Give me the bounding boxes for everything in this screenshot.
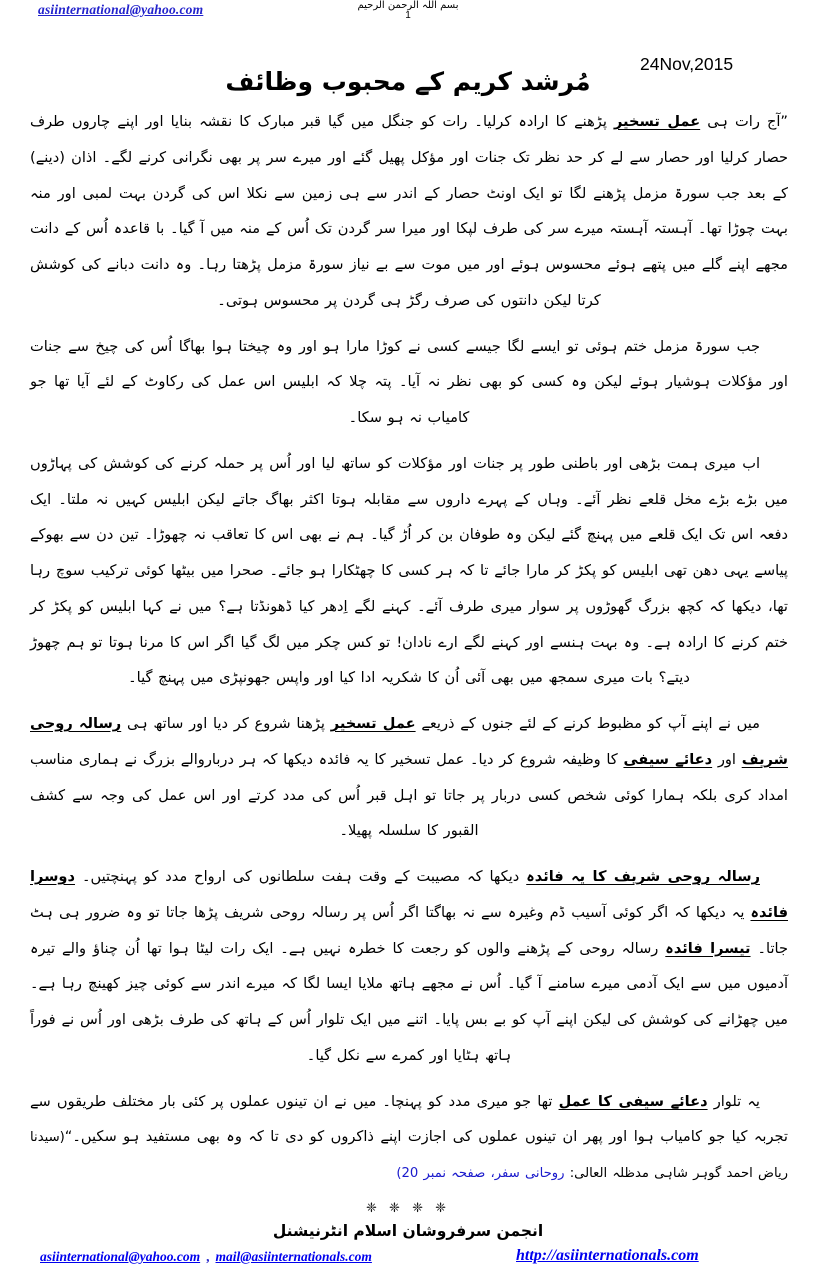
document-body: [0, 104, 816, 1191]
term-dua-e-saifi-amal: دعائے سیفی کا عمل: [558, 1092, 708, 1110]
document-date: 24Nov,2015: [640, 54, 734, 74]
footer-website-link[interactable]: http://asiinternationals.com: [516, 1246, 699, 1264]
p5-text-c: رسالہ روحی کے پڑھنے والوں کو رجعت کا خطرہ نہیں ہے۔ ایک رات لیٹا ہوا تھا اُن چناؤ والے تیرہ آدمیوں میں سے ایک آدمی میرے سامنے آ گیا۔ اُس نے مجھے ہاتھ ملایا ایسا لگا کہ میرے اندر سے کوئی چیز کھینچ رہا ہے۔ میں چھڑانے کی کوشش کی لیکن اپنے آپ کو بے بس پایا۔ اتنے میں ایک تلوار اُس کے ہاتھ کی طرف بڑھی اور اُس نے فوراً ہاتھ ہٹایا اور کمرے سے نکل گیا۔: [30, 939, 788, 1064]
decorative-separator: ❈ ❈ ❈ ❈: [366, 1200, 450, 1216]
citation-source-title: روحانی سفر: [494, 1166, 565, 1181]
bismillah-block: [0, 0, 816, 21]
term-amal-taskheer-2: عمل تسخیر: [330, 715, 416, 732]
p6-text-b: تھا جو میری مدد کو پہنچا۔ میں نے ان تینوں عملوں پر کئی بار مختلف طریقوں سے تجربہ کیا جو کامیاب ہوا اور پھر ان تینوں عملوں کی اجازت اپنے ذاکروں کو دی تا کہ وہ بھی مستفید ہو سکیں۔“: [30, 1092, 788, 1146]
p4-text-b: پڑھنا شروع کر دیا اور ساتھ ہی: [121, 715, 331, 732]
paragraph-2: [30, 329, 788, 436]
footer-email-2[interactable]: mail@asiinternationals.com: [215, 1248, 372, 1264]
p4-text-c: اور: [712, 750, 742, 768]
footer-email-1[interactable]: asiinternational@yahoo.com: [40, 1248, 201, 1264]
page-number: 1: [405, 10, 411, 21]
p1-text-b: پڑھنے کا ارادہ کرلیا۔ رات کو جنگل میں گیا قبر مبارک کا نقشہ بنایا اور اپنے چاروں طرف حصار کرلیا اور حصار سے لے کر حد نظر تک جنات اور مؤکل پھیل گئے اور میرے سر پر بھی نگرانی کرنے لگے۔ اذان (دینے) کے بعد جب سورۃ مزمل پڑھنے لگا تو ایک اونٹ حصار کے اندر سے ہی زمین سے نکلا اس کی گردن بہت لمبی اور منہ بہت چوڑا تھا۔ آہستہ آہستہ میرے سر کی طرف لپکا اور میرا سر گردن تک اُس کے منہ میں آ گیا۔ با قاعدہ اُس کے دانت مجھے اپنے گلے میں پتھے ہوئے محسوس ہوئے اور میں موت سے بے نیاز سورۃ مزمل پڑھتا رہا۔ وہ دانت دبانے کی کوشش کرتا لیکن دانتوں کی صرف رگڑ ہی گردن پر محسوس ہوتی۔: [30, 113, 788, 309]
footer-links: [0, 1246, 816, 1271]
p6-text-a: یہ تلوار: [707, 1092, 760, 1110]
title-row: [0, 46, 816, 104]
paragraph-3: [30, 446, 788, 696]
page-header: [0, 0, 816, 40]
citation-page: ، صفحہ نمبر 20): [396, 1166, 495, 1181]
p1-text-a: ”آج رات ہی: [700, 113, 788, 130]
term-dua-e-saifi: دعائے سیفی: [623, 750, 713, 768]
footer-comma: ,: [206, 1248, 210, 1264]
p5-text-a: دیکھا کہ مصیبت کے وقت ہفت سلطانوں کی ارواح مدد کو پہنچتیں۔: [75, 868, 527, 885]
paragraph-5: [30, 859, 788, 1074]
p3-text: اب میری ہمت بڑھی اور باطنی طور پر جنات اور مؤکلات کو ساتھ لیا اور اُس پر حملہ کرنے کی کوشش کی پہاڑوں میں بڑے بڑے مخل قلعے نظر آئے۔ وہاں کے پہرے داروں سے مقابلہ ہوتا اکثر بھاگ جاتے لیکن ابلیس کہیں نہ ملتا۔ ایک دفعہ اس تک ایک قلعے میں پہنچ گئے لیکن وہ طوفان بن کر اُڑ گیا۔ ہم نے بھی اس کا تعاقب نہ چھوڑا۔ تین دن سے بھوکے پیاسے یہی دھن تھی ابلیس کو پکڑ کر مارا جائے تا کہ ہر کسی کا چھٹکارا ہو جائے۔ صحرا میں بیٹھا کوئی ترکیب سوچ رہا تھا، دیکھا کہ کچھ بزرگ گھوڑوں پر سوار میری طرف آئے۔ کہنے لگے اِدھر کیا ڈھونڈتا ہے؟ میں نے کہا ابلیس کو پکڑ کر ختم کرنے کا ارادہ ہے۔ وہ بہت ہنسے اور کہنے لگے ارے نادان! تو کس چکر میں لگ گیا اگر اس کا مرنا ہوتا تو ہم چھوڑ دیتے؟ بات میری سمجھ میں بھی آئی اُن کا شکریہ ادا کیا اور واپس جھونپڑی میں پہنچ گیا۔: [30, 454, 788, 687]
citation-open: (سیدنا ریاض احمد گوہر شاہی مدظلہ العالی:: [30, 1130, 788, 1181]
paragraph-6: [30, 1084, 788, 1191]
footer-email-group: [40, 1249, 372, 1265]
term-risala-roohi-shareef: رسالہ روحی شریف: [30, 715, 788, 768]
bismillah-text: بسم اللہ الرحمن الرحیم: [357, 0, 459, 11]
p4-text-d: کا وظیفہ شروع کر دیا۔ عمل تسخیر کا یہ فائدہ دیکھا کہ ہر درباروالے بزرگ نے ہماری مناسب امداد کری بلکہ ہمارا کوئی شخص کسی دربار پر جاتا تو اہل قبر اُس کی مدد کرتے اور اس عمل کی وجہ سے کشف القبور کا سلسلہ پھیلا۔: [30, 750, 788, 840]
header-email-link[interactable]: asiinternational@yahoo.com: [38, 2, 204, 17]
organization-name: انجمن سرفروشان اسلام انٹرنیشنل: [272, 1221, 544, 1240]
page-title: مُرشد کریم کے محبوب وظائف: [225, 66, 591, 96]
paragraph-1: [30, 104, 788, 319]
term-benefit-3: تیسرا فائدہ: [665, 939, 751, 957]
p5-text-b: یہ دیکھا کہ اگر کوئی آسیب ڈم وغیرہ سے نہ بھاگتا اگر اُس پر رسالہ روحی شریف پڑھا جاتا تو وہ ضرور ہی ہٹ جاتا۔: [30, 903, 788, 957]
paragraph-4: [30, 706, 788, 849]
term-risala-roohi-benefit-1: رسالہ روحی شریف کا یہ فائدہ: [526, 868, 760, 885]
term-benefit-2: دوسرا فائدہ: [30, 868, 788, 921]
term-amal-taskheer-1: عمل تسخیر: [613, 113, 701, 130]
p4-text-a: میں نے اپنے آپ کو مظبوط کرنے کے لئے جنوں کے ذریعے: [415, 715, 760, 732]
p2-text: جب سورۃ مزمل ختم ہوئی تو ایسے لگا جیسے کسی نے کوڑا مارا ہو اور وہ چیختا ہوا بھاگا اُس کی چیخ سے جنات اور مؤکلات ہوشیار ہوئے لیکن وہ کسی کو بھی نظر نہ آیا۔ پتہ چلا کہ ابلیس اس عمل کی رکاوٹ کے لئے آیا تھا جو کامیاب نہ ہو سکا۔: [30, 337, 788, 426]
